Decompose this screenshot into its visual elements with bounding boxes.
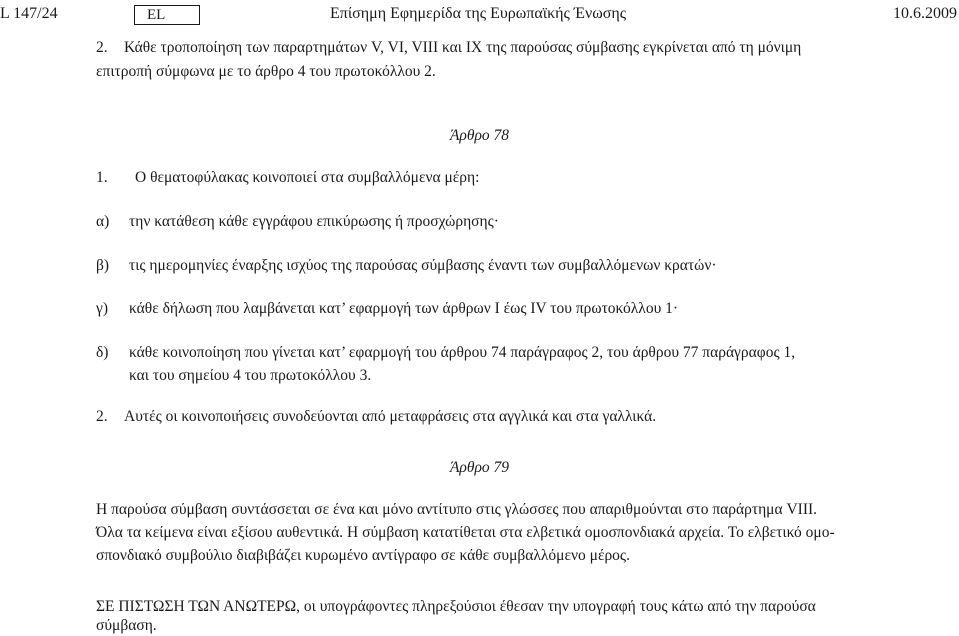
paragraph-number: 2. [96,408,108,425]
paragraph-line: Όλα τα κείμενα είναι εξίσου αυθεντικά. Η σύμβαση κατατίθεται στα ελβετικά ομοσπονδιακά αρχεία. Το ελβετικό ομο- [96,524,835,541]
list-marker: δ) [96,344,109,361]
list-marker: β) [96,257,110,274]
paragraph-line: επιτροπή σύμφωνα με το άρθρο 4 του πρωτοκόλλου 2. [96,63,436,80]
list-item-text: τις ημερομηνίες έναρξης ισχύος της παρούσας σύμβασης έναντι των συμβαλλόμενων κρατών· [129,257,717,274]
closing-line [96,597,816,617]
paragraph-text: Αυτές οι κοινοποιήσεις συνοδεύονται από μεταφράσεις στα αγγλικά και στα γαλλικά. [124,408,657,425]
list-item-text: κάθε δήλωση που λαμβάνεται κατ’ εφαρμογή των άρθρων I έως IV του πρωτοκόλλου 1· [129,300,679,317]
paragraph-line: Κάθε τροποποίηση των παραρτημάτων V, VI, VIII και IX της παρούσας σύμβασης εγκρίνεται από τη μόνιμη [124,39,802,56]
article-79-title: Άρθρο 79 [449,459,510,476]
paragraph-line: σπονδιακό συμβούλιο διαβιβάζει κυρωμένο αντίγραφο σε κάθε συμβαλλόμενο μέρος. [96,547,630,564]
journal-title: Επίσημη Εφημερίδα της Ευρωπαϊκής Ένωσης [330,5,627,22]
paragraph-text: Ο θεματοφύλακας κοινοποιεί στα συμβαλλόμενα μέρη: [135,169,480,186]
list-item-text: την κατάθεση κάθε εγγράφου επικύρωσης ή προσχώρησης· [129,213,499,230]
paragraph-number: 1. [96,169,108,186]
closing-caps: ΣΕ ΠΙΣΤΩΣΗ ΤΩΝ ΑΝΩΤΕΡΩ, [96,598,301,615]
list-marker: α) [96,213,110,230]
page-number: L 147/24 [0,5,58,22]
closing-text: οι υπογράφοντες πληρεξούσιοι έθεσαν την υπογραφή τους κάτω από την παρούσα [300,598,816,615]
list-item-text: και του σημείου 4 του πρωτοκόλλου 3. [129,367,372,384]
paragraph-number: 2. [96,39,108,56]
page-header [0,4,959,26]
article-78-title: Άρθρο 78 [449,127,510,144]
paragraph-line: Η παρούσα σύμβαση συντάσσεται σε ένα και μόνο αντίτυπο στις γλώσσες που απαριθμούνται στο παράρτημα VIII. [96,501,818,518]
list-marker: γ) [96,300,109,317]
language-box: EL [134,5,200,25]
list-item-text: κάθε κοινοποίηση που γίνεται κατ’ εφαρμογή του άρθρου 74 παράγραφος 2, του άρθρου 77 παράγραφος 1, [129,344,796,361]
issue-date: 10.6.2009 [893,5,957,22]
closing-line: σύμβαση. [96,617,157,634]
